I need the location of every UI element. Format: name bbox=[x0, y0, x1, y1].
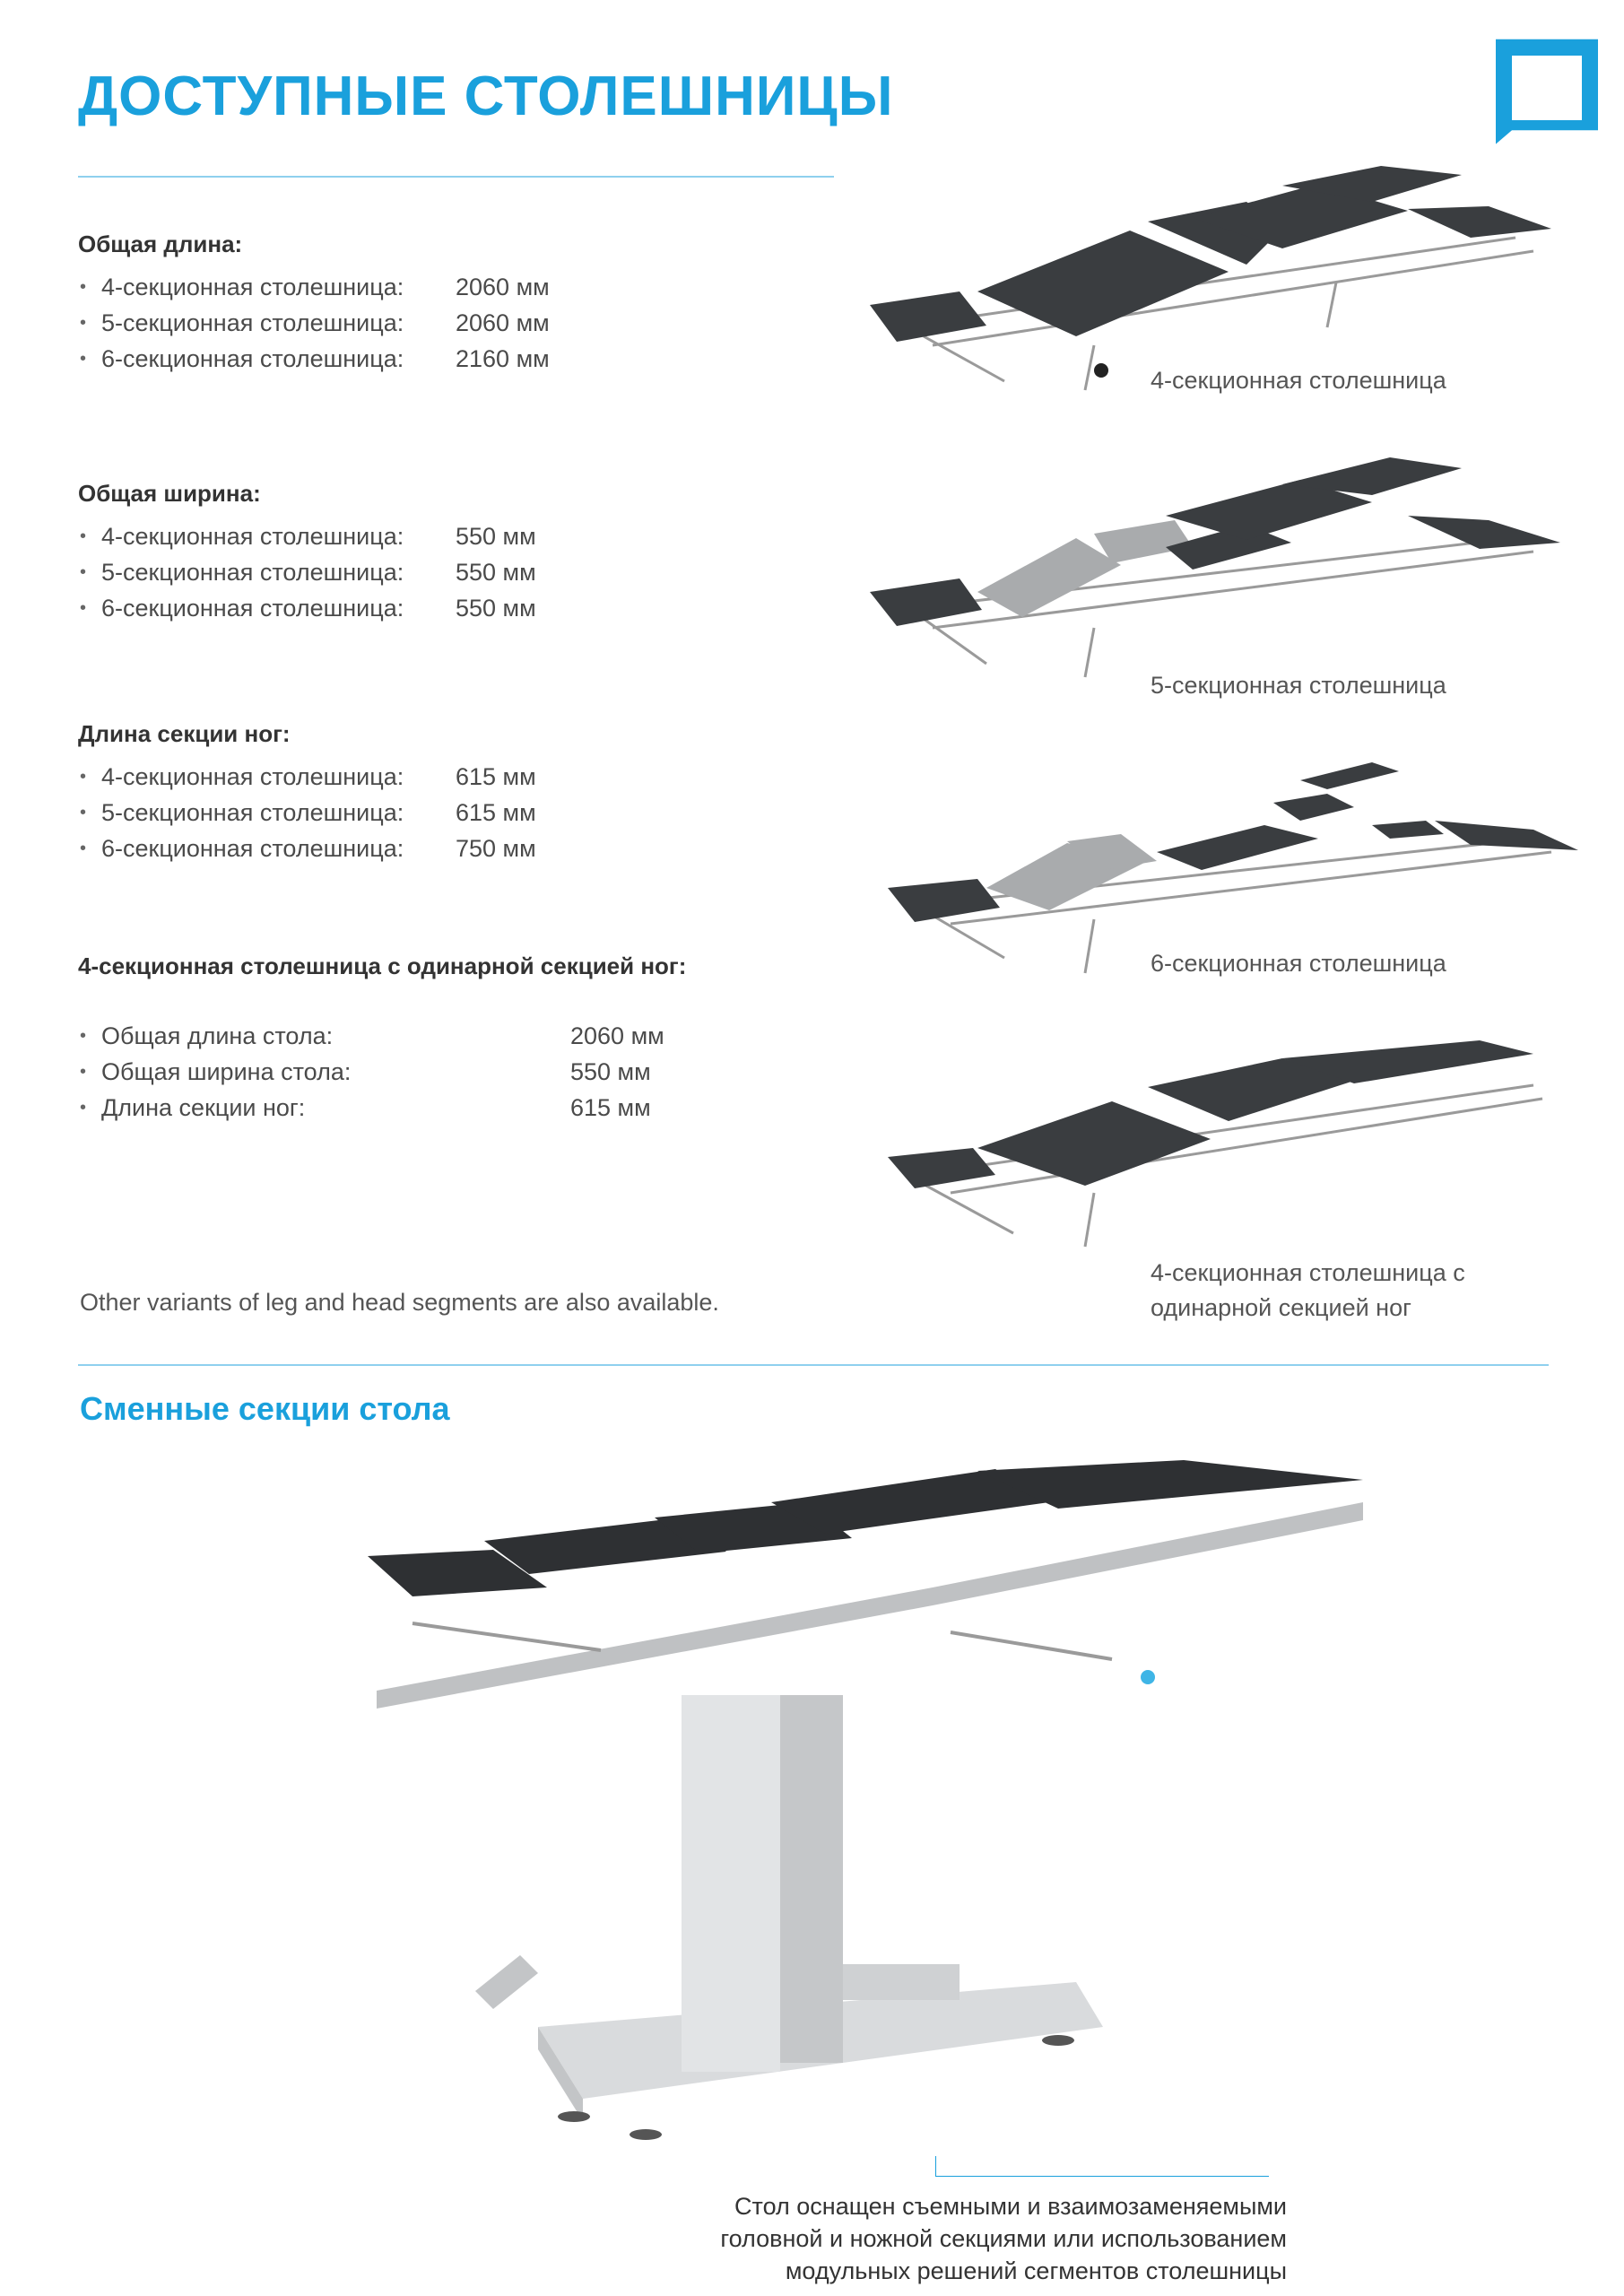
spec-list-single bbox=[78, 1018, 664, 1126]
tabletop-4-section-single-leg-image bbox=[888, 1040, 1569, 1274]
list-item: • 6-секционная столешница: 750 мм bbox=[78, 831, 536, 866]
list-item: • Длина секции ног: 615 мм bbox=[78, 1090, 664, 1126]
list-item: • Общая длина стола: 2060 мм bbox=[78, 1018, 664, 1054]
page-title: ДОСТУПНЫЕ СТОЛЕШНИЦЫ bbox=[78, 65, 894, 127]
caption-line: Стол оснащен съемными и взаимозаменяемыми bbox=[734, 2193, 1287, 2220]
caption-line: модульных решений сегментов столешницы bbox=[785, 2257, 1287, 2284]
list-item: • 4-секционная столешница: 550 мм bbox=[78, 518, 536, 554]
spec-heading-length: Общая длина: bbox=[78, 230, 243, 257]
spec-list-legs bbox=[78, 759, 536, 866]
caption-4-section-single-leg bbox=[1151, 1256, 1465, 1326]
operating-table-image bbox=[359, 1453, 1390, 2152]
list-item: • Общая ширина стола: 550 мм bbox=[78, 1054, 664, 1090]
list-item: • 4-секционная столешница: 2060 мм bbox=[78, 269, 550, 305]
list-item: • 4-секционная столешница: 615 мм bbox=[78, 759, 536, 795]
list-item: • 5-секционная столешница: 550 мм bbox=[78, 554, 536, 590]
spec-list-width bbox=[78, 518, 536, 626]
spec-heading-width: Общая ширина: bbox=[78, 480, 261, 507]
caption-rule-tick bbox=[935, 2156, 936, 2176]
caption-5-section: 5-секционная столешница bbox=[1151, 672, 1446, 699]
spec-list-length bbox=[78, 269, 550, 377]
list-item: • 6-секционная столешница: 2160 мм bbox=[78, 341, 550, 377]
caption-6-section: 6-секционная столешница bbox=[1151, 950, 1446, 977]
table-caption bbox=[720, 2190, 1287, 2287]
variants-note: Other variants of leg and head segments are also available. bbox=[80, 1289, 719, 1316]
list-item: • 5-секционная столешница: 615 мм bbox=[78, 795, 536, 831]
brand-bracket-logo-icon bbox=[1485, 38, 1600, 147]
caption-4-section: 4-секционная столешница bbox=[1151, 367, 1446, 394]
list-item: • 6-секционная столешница: 550 мм bbox=[78, 590, 536, 626]
tabletop-5-section-image bbox=[870, 457, 1560, 691]
spec-heading-single: 4-секционная столешница с одинарной секцией ног: bbox=[78, 952, 687, 979]
list-item: • 5-секционная столешница: 2060 мм bbox=[78, 305, 550, 341]
spec-heading-legs: Длина секции ног: bbox=[78, 720, 291, 747]
section-divider bbox=[78, 1364, 1549, 1366]
caption-line: одинарной секцией ног bbox=[1151, 1294, 1411, 1321]
section-title: Сменные секции стола bbox=[80, 1390, 450, 1427]
title-underline bbox=[78, 176, 834, 178]
caption-line: головной и ножной секциями или использованием bbox=[720, 2225, 1287, 2252]
caption-line: 4-секционная столешница с bbox=[1151, 1259, 1465, 1286]
caption-rule bbox=[935, 2176, 1269, 2177]
